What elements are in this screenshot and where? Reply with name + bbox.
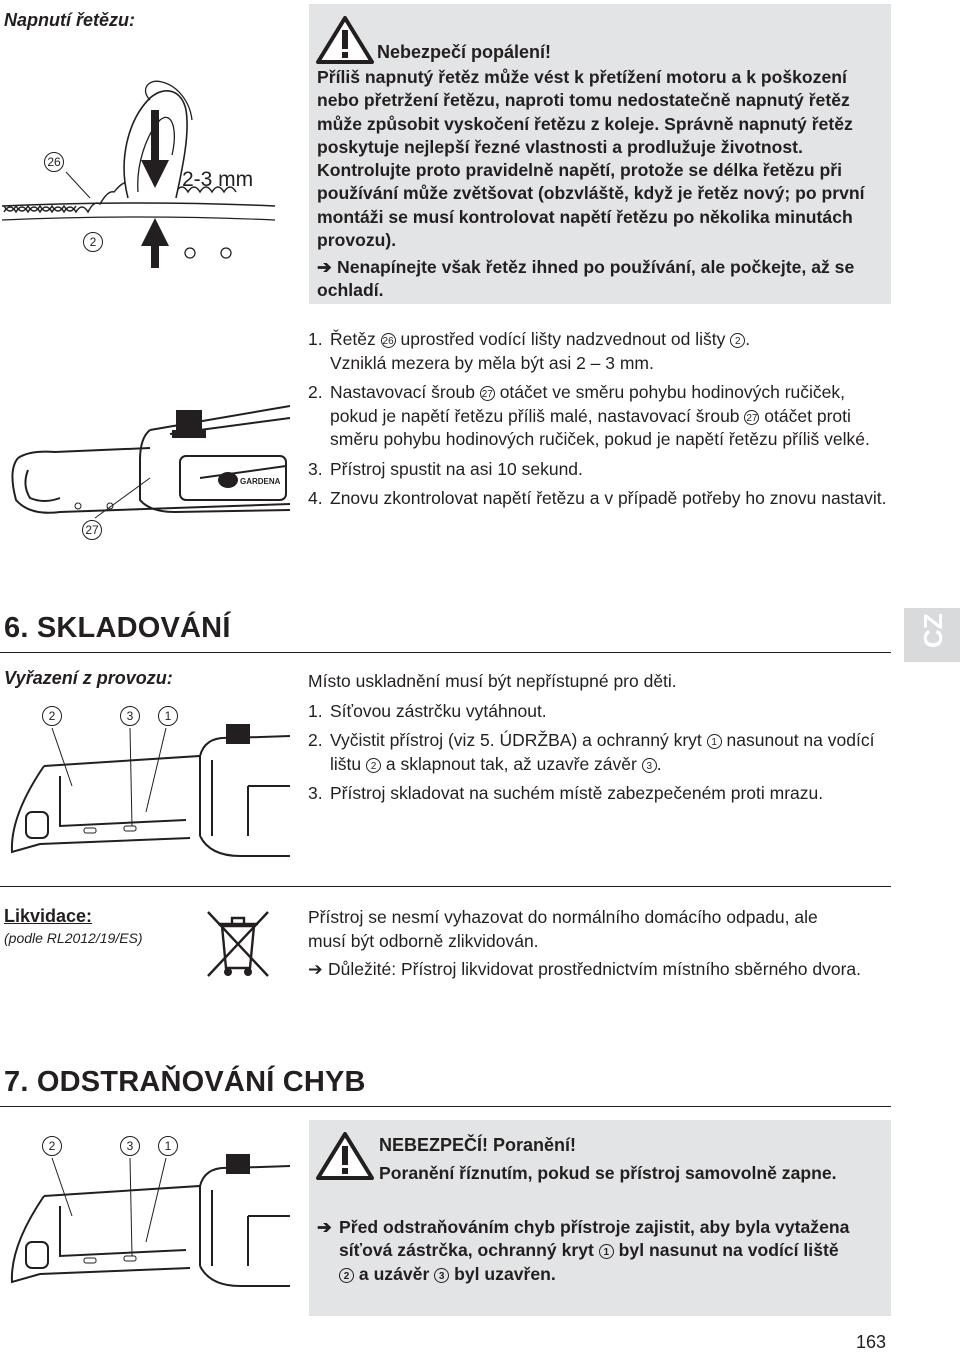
callout-3: 3: [642, 758, 657, 773]
list-item: [308, 487, 890, 511]
instruction-text: a uzávěr: [358, 1263, 430, 1284]
step-text: Znovu zkontrolovat napětí řetězu a v případě potřeby ho znovu nastavit.: [330, 488, 887, 508]
arrow-icon: ➔: [317, 257, 332, 277]
step-text: nasunout na vodící lištu: [330, 730, 875, 774]
step-text: uprostřed vodící lišty nadzvednout od lišty: [400, 329, 726, 349]
disposal-side-title: Likvidace:: [4, 906, 93, 926]
arrow-icon: ➔: [317, 1217, 332, 1237]
burn-warning-note: [317, 256, 883, 303]
step-text: a sklapnout tak, až uzavře závěr: [385, 753, 637, 774]
callout-3: 3: [120, 1136, 140, 1156]
disposal-text: Přístroj se nesmí vyhazovat do normálního domácího odpadu, ale musí být odborně zlikvidován.: [308, 907, 818, 951]
instruction-text: byl uzavřen.: [454, 1263, 556, 1284]
callout-3: 3: [120, 706, 140, 726]
disposal-note-text: Důležité: Přístroj likvidovat prostřednictvím místního sběrného dvora.: [328, 959, 861, 979]
divider: [0, 886, 891, 887]
step-text: .: [656, 753, 662, 774]
callout-chain-26: 26: [44, 152, 64, 172]
step-text: Síťovou zástrčku vytáhnout.: [330, 700, 547, 721]
callout-bar-2: 2: [83, 232, 103, 252]
storage-intro: Místo uskladnění musí být nepřístupné pro děti.: [308, 671, 677, 691]
divider: [0, 1106, 891, 1107]
step-text: Řetěz: [330, 329, 376, 349]
arrow-icon: ➔: [308, 959, 323, 979]
divider: [0, 652, 891, 653]
storage-figure: [0, 716, 290, 876]
callout-2: 2: [366, 758, 381, 773]
language-tab: [904, 608, 960, 662]
step-text: Vyčistit přístroj (viz 5. ÚDRŽBA) a ochranný kryt: [330, 730, 702, 750]
tension-side-title: Napnutí řetězu:: [4, 10, 136, 30]
callout-27: 27: [480, 386, 495, 401]
step-text: Přístroj skladovat na suchém místě zabezpečeném proti mrazu.: [330, 783, 824, 803]
step-text: Přístroj spustit na asi 10 sekund.: [330, 458, 583, 479]
tension-steps: [308, 328, 890, 511]
list-item: [308, 729, 890, 776]
step-number: 2.: [308, 382, 323, 402]
callout-2: 2: [339, 1268, 354, 1283]
list-item: [308, 700, 890, 724]
step-text: Nastavovací šroub: [330, 382, 475, 402]
injury-warning-title: NEBEZPEČÍ! Poranění!: [379, 1135, 577, 1155]
warning-triangle-icon: [316, 16, 374, 64]
callout-1: 1: [707, 734, 722, 749]
storage-heading: 6. SKLADOVÁNÍ: [4, 612, 231, 644]
step-text: .: [745, 329, 751, 349]
disposal-side-sub: (podle RL2012/19/ES): [4, 930, 143, 946]
burn-warning-text: Příliš napnutý řetěz může vést k přetížení motoru a k poškození nebo přetržení řetězu, naproti tomu nedostatečně napnutý řetěz může způsobit vyskočení řetězu z koleje. Správně napnutý řetěz poskytuje nejlepší řezné vlastnosti a prodlužuje životnost. Kontrolujte proto pravidelně napětí, protože se délka řetězu při používání může zvětšovat (obzvláště, když je řetěz nový; po první montáži se musí kontrolovat napětí řetězu po několika minutách provozu).: [317, 67, 865, 251]
burn-warning-title: Nebezpečí popálení!: [377, 42, 552, 62]
injury-warning-sub: Poranění říznutím, pokud se přístroj samovolně zapne.: [379, 1163, 837, 1183]
instruction-text: byl nasunut na vodící liště: [618, 1240, 839, 1261]
burn-warning-note-text: Nenapínejte však řetěz ihned po používání, ale počkejte, až se ochladí.: [317, 257, 855, 301]
brand-logo: GARDENA: [240, 477, 281, 486]
injury-warning-box: [309, 1120, 891, 1316]
step-text: otáčet ve směru pohybu hodinových ručiček, pokud je napětí řetězu příliš malé, nastavovací šroub: [330, 382, 846, 426]
list-item: [308, 458, 890, 482]
troubleshooting-heading: 7. ODSTRAŇOVÁNÍ CHYB: [4, 1066, 366, 1098]
disposal-note: [308, 958, 868, 982]
storage-text: [308, 670, 890, 806]
warning-triangle-icon: [316, 1132, 374, 1180]
callout-1: 1: [599, 1244, 614, 1259]
language-tab-label: CZ: [918, 613, 948, 648]
instruction-text: Před odstraňováním chyb přístroje zajistit, aby byla vytažena síťová zástrčka, ochranný kryt: [339, 1217, 850, 1261]
step-text: Vzniklá mezera by měla být asi 2 – 3 mm.: [330, 352, 654, 373]
callout-2: 2: [42, 1136, 62, 1156]
callout-2: 2: [730, 333, 745, 348]
callout-1: 1: [158, 706, 178, 726]
burn-warning-box: [309, 4, 891, 304]
step-number: 3.: [308, 458, 323, 479]
injury-warning-instruction: [317, 1216, 857, 1286]
step-number: 1.: [308, 700, 323, 721]
storage-side-title: Vyřazení z provozu:: [4, 668, 173, 688]
callout-3: 3: [434, 1268, 449, 1283]
callout-2: 2: [42, 706, 62, 726]
list-item: [308, 328, 890, 375]
list-item: [308, 381, 890, 452]
callout-1: 1: [158, 1136, 178, 1156]
gap-label: 2-3 mm: [182, 168, 254, 191]
list-item: [308, 782, 890, 806]
crossed-bin-icon: [204, 906, 270, 980]
trouble-figure: [0, 1146, 290, 1306]
callout-27: 27: [744, 410, 759, 425]
step-number: 1.: [308, 329, 323, 349]
step-text: otáčet proti směru pohybu hodinových ručiček, pokud je napětí řetězu příliš velké.: [330, 405, 870, 449]
tension-screw-figure: [0, 400, 290, 550]
callout-27-figure: 27: [82, 520, 102, 540]
page-number: 163: [856, 1332, 887, 1352]
callout-26: 26: [381, 333, 396, 348]
step-number: 4.: [308, 488, 323, 508]
step-number: 3.: [308, 783, 323, 803]
step-number: 2.: [308, 730, 323, 750]
